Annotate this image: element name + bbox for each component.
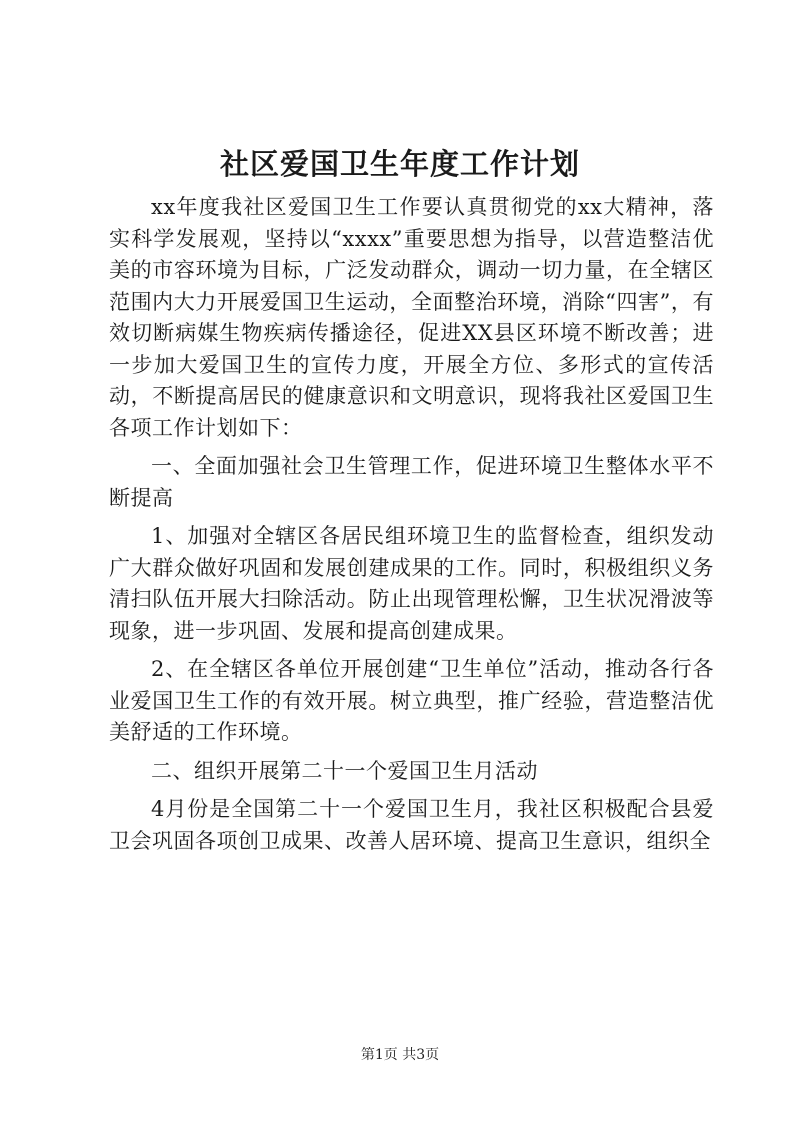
section-heading-1: 一、全面加强社会卫生管理工作，促进环境卫生整体水平不断提高 [109, 454, 714, 510]
page-footer: 第1页 共3页 [360, 1047, 440, 1063]
paragraph-intro: xx年度我社区爱国卫生工作要认真贯彻党的xx大精神，落实科学发展观，坚持以“xxxx”重要思想为指导，以营造整洁优美的市容环境为目标，广泛发动群众，调动一切力量，在全辖区范围内大力开展爱国卫生运动，全面整治环境，消除“四害”，有效切断病媒生物疾病传播途径，促进XX县区环境不断改善；进一步加大爱国卫生的宣传力度，开展全方位、多形式的宣传活动，不断提高居民的健康意识和文明意识，现将我社区爱国卫生各项工作计划如下： [109, 195, 714, 440]
document-body [109, 192, 714, 857]
paragraph-item-2: 2、在全辖区各单位开展创建“卫生单位”活动，推动各行各业爱国卫生工作的有效开展。树立典型，推广经验，营造整洁优美舒适的工作环境。 [109, 657, 714, 744]
paragraph-item-1: 1、加强对全辖区各居民组环境卫生的监督检查，组织发动广大群众做好巩固和发展创建成果的工作。同时，积极组织义务清扫队伍开展大扫除活动。防止出现管理松懈，卫生状况滑波等现象，进一步巩固、发展和提高创建成果。 [109, 524, 714, 643]
section-heading-2: 二、组织开展第二十一个爱国卫生月活动 [151, 758, 538, 783]
page-title: 社区爱国卫生年度工作计划 [219, 147, 580, 181]
paragraph-april: 4月份是全国第二十一个爱国卫生月，我社区积极配合县爱卫会巩固各项创卫成果、改善人居环境、提高卫生意识，组织全 [109, 797, 714, 853]
